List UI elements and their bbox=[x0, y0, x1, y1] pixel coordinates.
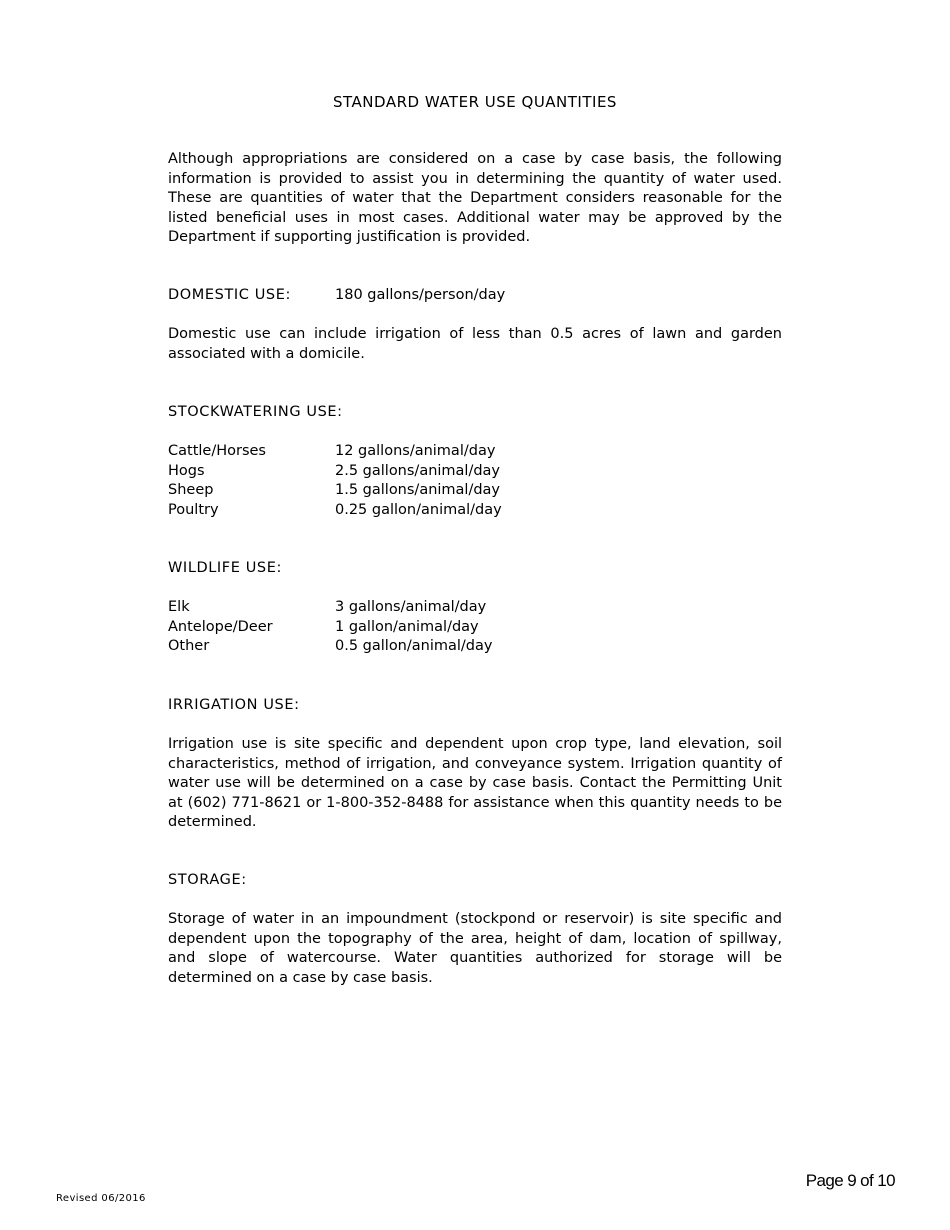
irrigation-text-section bbox=[168, 735, 782, 833]
wildlife-table bbox=[168, 598, 782, 657]
animal-value: 12 gallons/animal/day bbox=[335, 443, 496, 459]
animal-value: 0.5 gallon/animal/day bbox=[335, 638, 493, 654]
animal-label: Sheep bbox=[168, 482, 214, 498]
table-row bbox=[168, 442, 782, 462]
domestic-paragraph: Domestic use can include irrigation of less than 0.5 acres of lawn and garden associated with a domicile. bbox=[168, 326, 782, 362]
table-row bbox=[168, 598, 782, 618]
animal-label: Elk bbox=[168, 599, 190, 615]
domestic-text-section bbox=[168, 325, 782, 364]
intro-section bbox=[168, 150, 782, 248]
domestic-section bbox=[168, 286, 782, 306]
table-row bbox=[168, 481, 782, 501]
animal-label: Other bbox=[168, 638, 210, 654]
page-number: Page 9 of 10 bbox=[805, 1171, 895, 1190]
domestic-heading: DOMESTIC USE: bbox=[168, 287, 291, 303]
stockwatering-table bbox=[168, 442, 782, 520]
page-title: STANDARD WATER USE QUANTITIES bbox=[333, 93, 617, 111]
animal-label: Hogs bbox=[168, 462, 205, 479]
irrigation-section bbox=[168, 696, 782, 716]
animal-value: 3 gallons/animal/day bbox=[335, 599, 487, 615]
animal-value: 1 gallon/animal/day bbox=[335, 618, 479, 635]
wildlife-section bbox=[168, 559, 782, 579]
animal-label: Poultry bbox=[168, 501, 219, 518]
domestic-heading-row bbox=[168, 286, 782, 306]
intro-paragraph: Although appropriations are considered on a case by case basis, the following information is provided to assist you in determining the quantity of water used. These are quantities of water that the Department considers reasonable for the listed beneficial uses in most cases. Additional water may be approved by the Department if supporting justification is provided. bbox=[168, 151, 782, 245]
irrigation-heading: IRRIGATION USE: bbox=[168, 697, 300, 713]
revision-date: Revised 06/2016 bbox=[56, 1193, 146, 1204]
storage-paragraph: Storage of water in an impoundment (stockpond or reservoir) is site specific and dependent upon the topography of the area, height of dam, location of spillway, and slope of watercourse. Water quantities authorized for storage will be determined on a case by case basis. bbox=[168, 911, 782, 986]
domestic-value: 180 gallons/person/day bbox=[335, 287, 506, 303]
animal-value: 1.5 gallons/animal/day bbox=[335, 482, 501, 498]
stockwatering-heading: STOCKWATERING USE: bbox=[168, 404, 343, 420]
table-row bbox=[168, 462, 782, 482]
table-row bbox=[168, 501, 782, 521]
animal-label: Antelope/Deer bbox=[168, 618, 273, 635]
wildlife-heading: WILDLIFE USE: bbox=[168, 560, 282, 576]
animal-value: 2.5 gallons/animal/day bbox=[335, 462, 501, 479]
table-row bbox=[168, 618, 782, 638]
storage-text-section bbox=[168, 910, 782, 988]
irrigation-paragraph: Irrigation use is site specific and dependent upon crop type, land elevation, soil characteristics, method of irrigation, and conveyance system. Irrigation quantity of water use will be determined on a case by case basis. Contact the Permitting Unit at (602) 771-8621 or 1-800-352-8488 for assistance when this quantity needs to be determined. bbox=[168, 736, 782, 830]
animal-label: Cattle/Horses bbox=[168, 443, 266, 459]
stockwatering-section bbox=[168, 403, 782, 423]
animal-value: 0.25 gallon/animal/day bbox=[335, 501, 502, 518]
storage-heading: STORAGE: bbox=[168, 872, 247, 888]
table-row bbox=[168, 637, 782, 657]
storage-section bbox=[168, 871, 782, 891]
